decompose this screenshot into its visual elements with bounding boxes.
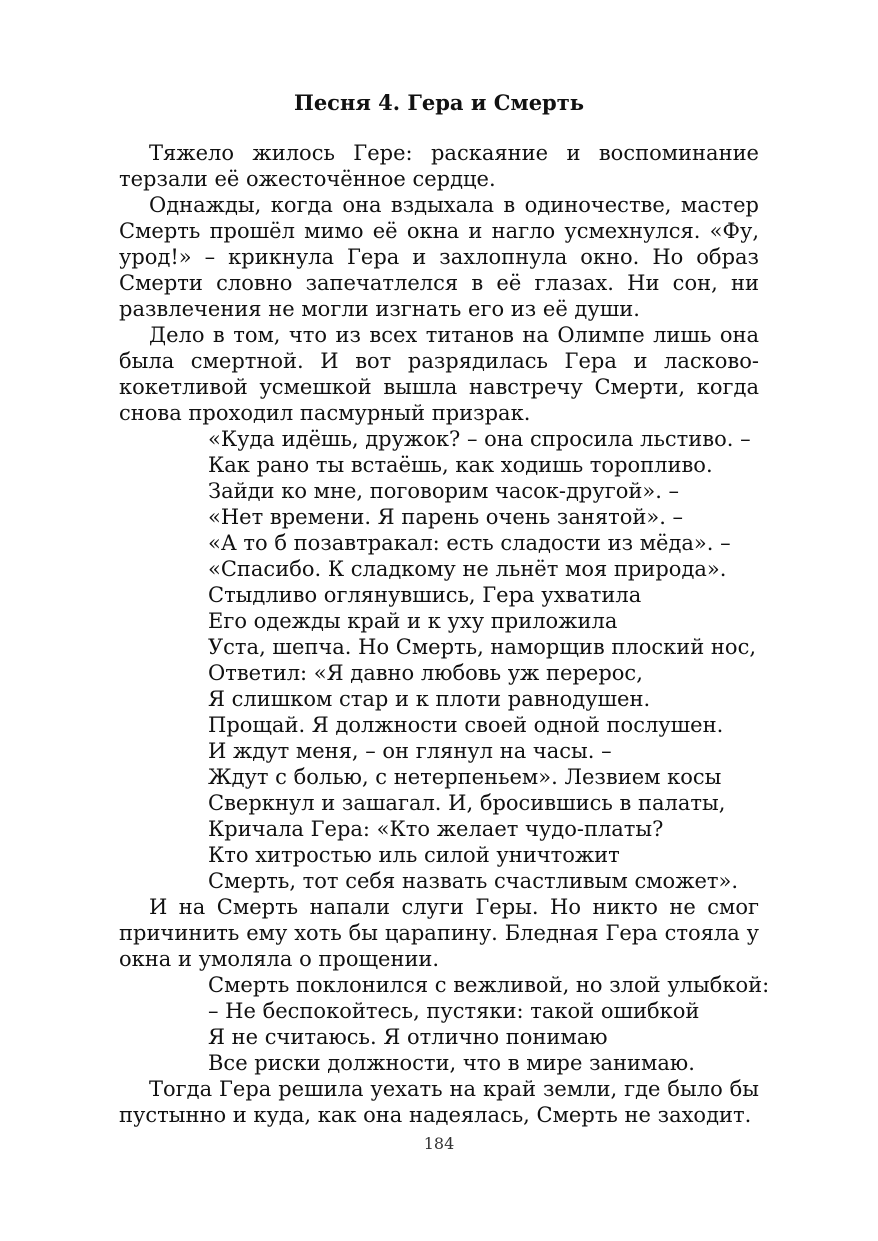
verse-line: Ответил: «Я давно любовь уж перерос, bbox=[208, 661, 643, 685]
verse-line: «А то б позавтракал: есть сладости из мёда». – bbox=[208, 531, 731, 555]
verse-line: Кто хитростью иль силой уничтожит bbox=[208, 843, 620, 867]
verse-block bbox=[119, 972, 770, 1076]
verse-line: Смерть поклонился с вежливой, но злой улыбкой: bbox=[208, 973, 770, 997]
verse-line: Ждут с болью, с нетерпеньем». Лезвием косы bbox=[208, 765, 722, 789]
verse-block bbox=[119, 426, 759, 894]
paragraph: И на Смерть напали слуги Геры. Но никто не смог причинить ему хоть бы царапину. Бледная Гера стояла у окна и умоляла о прощении. bbox=[119, 895, 759, 971]
verse-line: «Нет времени. Я парень очень занятой». – bbox=[208, 505, 684, 529]
verse-line: Смерть, тот себя назвать счастливым сможет». bbox=[208, 869, 739, 893]
verse-line: Прощай. Я должности своей одной послушен. bbox=[208, 713, 724, 737]
verse-line: «Спасибо. К сладкому не льнёт моя природа». bbox=[208, 557, 727, 581]
verse-line: Все риски должности, что в мире занимаю. bbox=[208, 1051, 695, 1075]
verse-line: Стыдливо оглянувшись, Гера ухватила bbox=[208, 583, 642, 607]
page-number: 184 bbox=[423, 1134, 455, 1153]
paragraph: Тяжело жилось Гере: раскаяние и воспоминание терзали её ожесточённое сердце. bbox=[119, 141, 759, 191]
paragraph: Тогда Гера решила уехать на край земли, где было бы пустынно и куда, как она надеялась, Смерть не заходит. bbox=[119, 1077, 759, 1127]
verse-line: Сверкнул и зашагал. И, бросившись в палаты, bbox=[208, 791, 726, 815]
verse-line: Я не считаюсь. Я отлично понимаю bbox=[208, 1025, 608, 1049]
verse-line: Зайди ко мне, поговорим часок-другой». – bbox=[208, 479, 680, 503]
verse-line: И ждут меня, – он глянул на часы. – bbox=[208, 739, 612, 763]
verse-line: Уста, шепча. Но Смерть, наморщив плоский нос, bbox=[208, 635, 756, 659]
verse-line: – Не беспокойтесь, пустяки: такой ошибкой bbox=[208, 999, 700, 1023]
paragraph: Дело в том, что из всех титанов на Олимпе лишь она была смертной. И вот разрядилась Гера и ласково-кокетливой усмешкой вышла навстречу Смерти, когда снова проходил пасмурный призрак. bbox=[119, 323, 759, 425]
verse-line: «Куда идёшь, дружок? – она спросила льстиво. – bbox=[208, 427, 751, 451]
verse-line: Кричала Гера: «Кто желает чудо-платы? bbox=[208, 817, 664, 841]
verse-line: Как рано ты встаёшь, как ходишь торопливо. bbox=[208, 453, 713, 477]
paragraph: Однажды, когда она вздыхала в одиночестве, мастер Смерть прошёл мимо её окна и нагло усмехнулся. «Фу, урод!» – крикнула Гера и захлопнула окно. Но образ Смерти словно запечатлелся в её глазах. Ни сон, ни развлечения не могли изгнать его из её души. bbox=[119, 193, 759, 321]
verse-line: Я слишком стар и к плоти равнодушен. bbox=[208, 687, 651, 711]
chapter-body bbox=[119, 140, 770, 1128]
verse-line: Его одежды край и к уху приложила bbox=[208, 609, 618, 633]
chapter-title: Песня 4. Гера и Смерть bbox=[293, 90, 585, 115]
